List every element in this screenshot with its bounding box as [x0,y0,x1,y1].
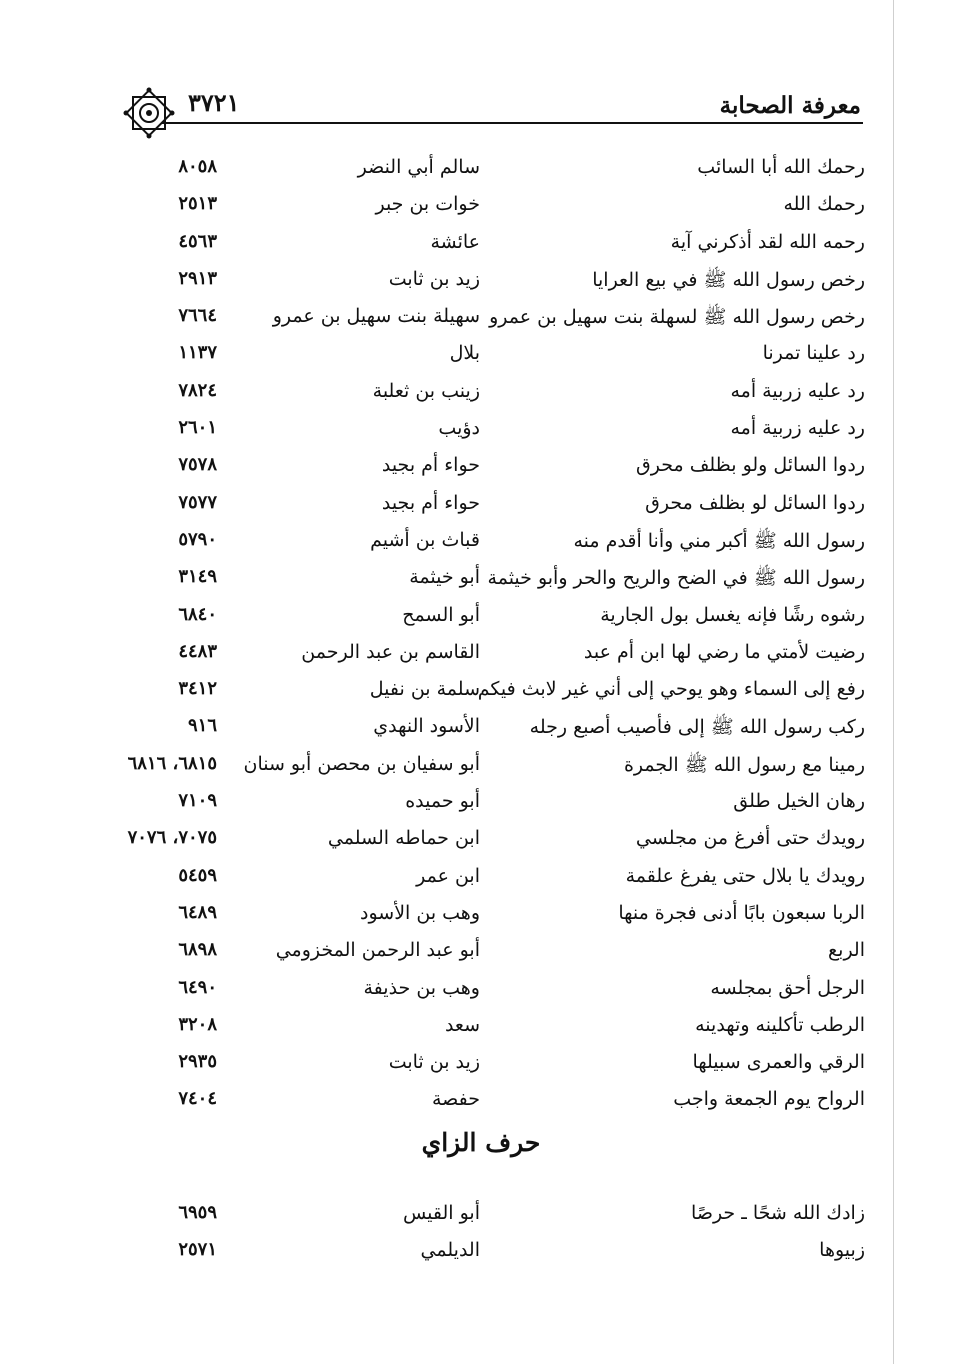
index-row [125,971,865,1008]
hadith-phrase: رخص رسول الله ﷺ في بيع العرايا [592,268,865,291]
index-row [125,299,865,336]
narrator-name: الديلمي [420,1239,480,1262]
page-edge-line [893,0,894,1364]
index-row [125,262,865,299]
index-row [125,859,865,896]
reference-number: ٣٤١٢ [178,678,217,700]
reference-number: ٧٦٦٤ [178,305,217,327]
hadith-phrase: رد عليه زربية أمه [730,379,865,402]
index-row [125,709,865,746]
narrator-name: زيد بن ثابت [388,1051,480,1074]
reference-number: ٢٥٧١ [178,1239,217,1261]
reference-number: ٦٨٤٠ [178,603,217,625]
reference-number: ٦٤٩٠ [178,976,217,998]
index-row [125,1233,865,1270]
hadith-phrase: رحمه الله لقد أذكرني آية [670,230,865,253]
narrator-name: قباث بن أشيم [370,528,480,551]
hadith-phrase: رضيت لأمتي ما رضي لها ابن أم عبد [583,640,865,663]
header-rule [162,122,863,124]
reference-number: ٤٥٦٣ [178,230,217,252]
page-header [118,82,863,128]
narrator-name: أبو حميده [405,790,480,813]
running-title: معرفة الصحابة [719,92,861,119]
hadith-phrase: زبيوها [819,1239,865,1262]
hadith-phrase: ردوا السائل ولو بظلف محرق [635,454,865,477]
reference-number: ٦٨٩٨ [178,939,217,961]
narrator-name: زيد بن ثابت [388,267,480,290]
narrator-name: أبو السمح [402,603,480,626]
reference-number: ٢٦٠١ [178,417,217,439]
index-row [125,187,865,224]
narrator-name: حواء أم بجيد [381,454,480,477]
narrator-name: حفصة [431,1088,480,1111]
narrator-name: أبو سفيان بن محصن أبو سنان [243,752,480,775]
reference-number: ٧٠٧٥، ٧٠٧٦ [127,827,217,849]
reference-number: ٥٧٩٠ [178,528,217,550]
index-row [125,933,865,970]
hadith-phrase: رويدك حتى أفرغ من مجلسي [635,827,865,850]
hadith-phrase: الرجل أحق بمجلسه [710,976,865,999]
hadith-phrase: رد عليه زربية أمه [730,417,865,440]
index-row [125,821,865,858]
reference-number: ٧١٠٩ [178,790,217,812]
narrator-name: حواء أم بجيد [381,491,480,514]
index-row [125,747,865,784]
reference-number: ٨٠٥٨ [178,156,217,177]
hadith-phrase: رشوه رشًا فإنه يغسل بول الجارية [600,603,865,626]
narrator-name: أبو خيثمة [409,566,480,589]
reference-number: ١١٣٧ [178,342,217,364]
reference-number: ٧٥٧٨ [178,454,217,476]
hadith-phrase: رسول الله ﷺ أكبر مني وأنا أقدم منه [573,529,865,552]
page-number: ٣٧٢١ [188,88,240,117]
hadith-phrase: رسول الله ﷺ في الضح والريح والحر وأبو خيثمة [487,567,865,590]
reference-number: ٦٨١٥، ٦٨١٦ [127,752,217,774]
narrator-name: سلمة بن نفيل [369,678,480,701]
narrator-name: زينب بن ثعلبة [372,379,480,402]
narrator-name: سهيلة بنت سهيل بن عمرو [272,305,480,328]
index-row [125,784,865,821]
narrator-name: سالم أبي النضر [357,156,480,178]
index-row [125,1045,865,1082]
hadith-phrase: رحمك الله أبا السائب [697,156,865,178]
reference-number: ٥٤٥٩ [178,864,217,886]
hadith-phrase: رويدك يا بلال حتى يفرغ علقمة [625,864,865,887]
reference-number: ٤٤٨٣ [178,640,217,662]
index-row [125,1008,865,1045]
reference-number: ٧٤٠٤ [178,1088,217,1110]
narrator-name: خوات بن جبر [375,193,480,216]
hadith-phrase: ركب رسول الله ﷺ إلى فأصيب أصبع رجله [529,716,865,739]
index-entries [125,150,865,1120]
index-row [125,598,865,635]
index-row [125,1196,865,1233]
narrator-name: وهب بن حذيفة [363,976,480,999]
reference-number: ٢٩٣٥ [178,1051,217,1073]
section-heading: حرف الزاي [421,1128,541,1157]
index-row [125,1082,865,1119]
hadith-phrase: زادك الله شحًا ـ حرصًا [691,1202,865,1224]
index-row [125,896,865,933]
reference-number: ٣١٤٩ [178,566,217,588]
narrator-name: أبو عبد الرحمن المخزومي [275,939,480,962]
narrator-name: عائشة [430,230,480,253]
hadith-phrase: رحمك الله [783,193,865,216]
index-row [125,486,865,523]
hadith-phrase: رمينا مع رسول الله ﷺ الجمرة [623,753,865,776]
index-row [125,225,865,262]
hadith-phrase: رد علينا تمرنا [762,342,865,365]
hadith-phrase: رفع إلى السماء وهو يوحي إلى أني غير لابث فيكم [477,678,865,701]
hadith-phrase: الرواح يوم الجمعة واجب [673,1088,865,1111]
hadith-phrase: الربع [828,939,865,962]
index-row [125,560,865,597]
hadith-phrase: رخص رسول الله ﷺ لسهلة بنت سهيل بن عمرو [489,306,865,329]
reference-number: ٢٩١٣ [178,267,217,289]
index-row [125,523,865,560]
hadith-phrase: الرطب تأكلينه وتهدينه [695,1013,865,1036]
index-row [125,448,865,485]
reference-number: ٢٥١٣ [178,193,217,215]
index-row [125,374,865,411]
narrator-name: سعد [444,1013,480,1036]
reference-number: ٣٢٠٨ [178,1013,217,1035]
hadith-phrase: ردوا السائل لو بظلف محرق [645,491,865,514]
index-row [125,411,865,448]
hadith-phrase: الربا سبعون بابًا أدنى فجرة منها [618,901,865,924]
hadith-phrase: الرقي والعمرى سبيلها [692,1051,865,1074]
narrator-name: بلال [449,342,480,365]
reference-number: ٧٨٢٤ [178,379,217,401]
narrator-name: دؤيب [438,417,480,440]
index-row [125,336,865,373]
octagonal-star-ornament-icon [122,86,176,140]
reference-number: ٦٤٨٩ [178,901,217,923]
index-entries-section-2 [125,1196,865,1271]
reference-number: ٧٥٧٧ [178,491,217,513]
narrator-name: الأسود النهدي [373,715,480,738]
narrator-name: ابن عمر [416,864,480,887]
narrator-name: أبو القيس [402,1202,480,1224]
reference-number: ٩١٦ [187,715,217,737]
index-row [125,150,865,187]
hadith-phrase: رهان الخيل طلق [733,790,865,813]
index-row [125,635,865,672]
reference-number: ٦٩٥٩ [178,1202,217,1223]
narrator-name: ابن حماطه السلمي [327,827,480,850]
narrator-name: القاسم بن عبد الرحمن [301,640,480,663]
index-row [125,672,865,709]
narrator-name: وهب بن الأسود [360,901,480,924]
